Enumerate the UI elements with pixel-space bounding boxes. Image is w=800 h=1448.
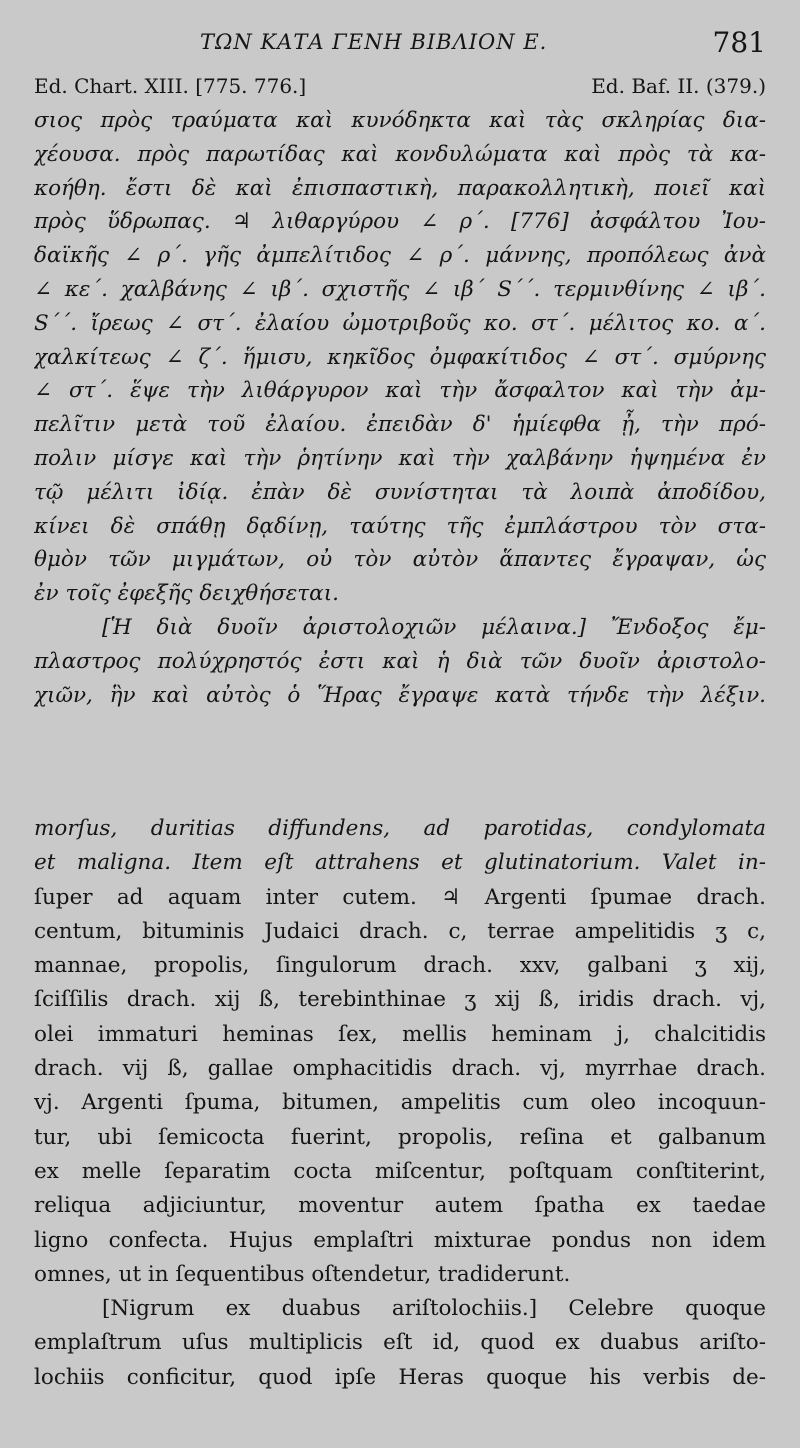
latin-line: drach. vij ß, gallae omphacitidis drach. vj, myrrhae drach. — [34, 1056, 766, 1082]
latin-line: morſus, duritias diffundens, ad parotidas, condylomata — [34, 816, 766, 841]
greek-line: χέουσα. πρὸς παρωτίδας καὶ κονδυλώματα καὶ πρὸς τὰ κα- — [34, 141, 766, 167]
latin-line: olei immaturi heminas ſex, mellis heminam j, chalcitidis — [34, 1021, 766, 1047]
latin-line: centum, bituminis Judaici drach. c, terrae ampelitidis ʒ c, — [34, 918, 766, 944]
page-header — [0, 24, 800, 64]
greek-line: πλαστρος πολύχρηστός ἐστι καὶ ἡ διὰ τῶν δυοῖν ἀριστολο- — [34, 648, 766, 674]
page-number: 781 — [712, 26, 766, 59]
greek-line: ∠ στ΄. ἕψε τὴν λιθάργυρον καὶ τὴν ἄσφαλτον καὶ τὴν ἀμ- — [34, 378, 766, 404]
greek-line: τῷ μέλιτι ἰδίᾳ. ἐπὰν δὲ συνίστηται τὰ λοιπὰ ἀποδίδου, — [34, 479, 766, 505]
latin-line: et maligna. Item eſt attrahens et glutinatorium. Valet in- — [34, 850, 766, 876]
greek-section-heading-line: [Ἡ διὰ δυοῖν ἀριστολοχιῶν μέλαινα.] Ἔνδοξος ἔμ- — [102, 614, 766, 640]
greek-line: πρὸς ὕδρωπας. ♃ λιθαργύρου ∠ ρ΄. [776] ἀσφάλτου Ἰου- — [34, 209, 766, 235]
greek-line: δαϊκῆς ∠ ρ΄. γῆς ἀμπελίτιδος ∠ ρ΄. μάννης, προπόλεως ἀνὰ — [34, 243, 766, 269]
greek-text-block — [34, 104, 766, 712]
latin-line: lochiis conficitur, quod ipſe Heras quoque his verbis de- — [34, 1364, 766, 1390]
edition-basel: Ed. Baf. II. (379.) — [591, 74, 766, 98]
latin-section-heading-line: [Nigrum ex duabus ariſtolochiis.] Celebre quoque — [102, 1296, 766, 1322]
latin-line: reliqua adjiciuntur, moventur autem ſpatha ex taedae — [34, 1193, 766, 1219]
greek-line: S΄΄. ἴρεως ∠ στ΄. ἐλαίου ὠμοτριβοῦς κο. στ΄. μέλιτος κο. α΄. — [34, 310, 766, 336]
greek-line: πελῖτιν μετὰ τοῦ ἐλαίου. ἐπειδὰν δ' ἡμίεφθα ᾖ, τὴν πρό- — [34, 412, 766, 438]
greek-line: ἐν τοῖς ἐφεξῆς δειχθήσεται. — [34, 581, 339, 607]
running-title: ΤΩΝ ΚΑΤΑ ΓΕΝΗ ΒΙΒΛΙΟΝ Ε. — [200, 30, 548, 54]
greek-line: θμὸν τῶν μιγμάτων, οὐ τὸν αὐτὸν ἅπαντες ἔγραψαν, ὡς — [34, 547, 766, 573]
greek-line: κοήθη. ἔστι δὲ καὶ ἐπισπαστικὴ, παρακολλητικὴ, ποιεῖ καὶ — [34, 175, 766, 201]
greek-line: σιος πρὸς τραύματα καὶ κυνόδηκτα καὶ τὰς σκληρίας δια- — [34, 108, 766, 133]
latin-line: ligno confecta. Hujus emplaſtri mixturae pondus non idem — [34, 1227, 766, 1253]
latin-line: mannae, propolis, ſingulorum drach. xxv, galbani ʒ xij, — [34, 953, 766, 979]
greek-line: κίνει δὲ σπάθῃ δᾳδίνῃ, ταύτης τῆς ἐμπλάστρου τὸν στα- — [34, 513, 766, 539]
latin-line: ſciſſilis drach. xij ß, terebinthinae ʒ xij ß, iridis drach. vj, — [34, 987, 766, 1013]
greek-line: χιῶν, ἣν καὶ αὐτὸς ὁ Ἥρας ἔγραψε κατὰ τήνδε τὴν λέξιν. — [34, 682, 766, 708]
greek-line: χαλκίτεως ∠ ζ΄. ἥμισυ, κηκῖδος ὀμφακίτιδος ∠ στ΄. σμύρνης — [34, 344, 766, 370]
latin-line: vj. Argenti ſpuma, bitumen, ampelitis cum oleo incoquun- — [34, 1090, 766, 1116]
edition-line — [34, 74, 766, 104]
greek-line: ∠ κε΄. χαλβάνης ∠ ιβ΄. σχιστῆς ∠ ιβ΄ S΄΄. τερμινθίνης ∠ ιβ΄. — [34, 276, 766, 302]
greek-line: πολιν μίσγε καὶ τὴν ῥητίνην καὶ τὴν χαλβάνην ἡψημένα ἐν — [34, 445, 766, 471]
edition-chartier: Ed. Chart. XIII. [775. 776.] — [34, 74, 307, 98]
latin-text-block — [34, 812, 766, 1395]
latin-line: tur, ubi ſemicocta fuerint, propolis, reſina et galbanum — [34, 1124, 766, 1150]
latin-line: ex melle ſeparatim cocta miſcentur, poſtquam conſtiterint, — [34, 1158, 766, 1184]
latin-line: omnes, ut in ſequentibus oſtendetur, tradiderunt. — [34, 1261, 571, 1287]
latin-line: ſuper ad aquam inter cutem. ♃ Argenti ſpumae drach. — [34, 884, 766, 910]
latin-line: emplaſtrum uſus multiplicis eſt id, quod ex duabus ariſto- — [34, 1330, 766, 1356]
